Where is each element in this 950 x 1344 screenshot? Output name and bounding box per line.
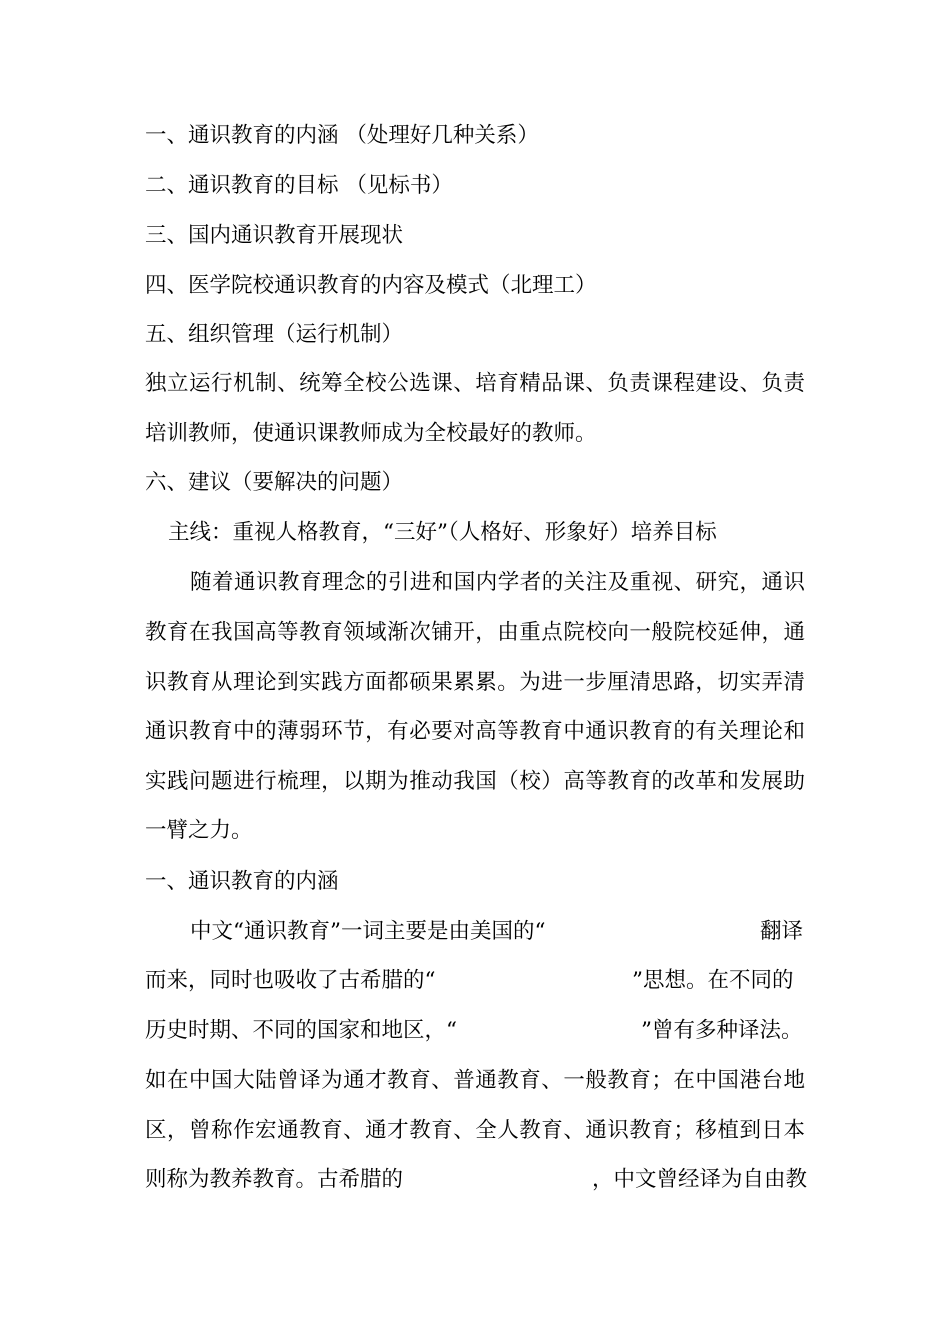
paragraph-line: 翻译 [760, 919, 804, 944]
paragraph-line: 识教育从理论到实践方面都硕果累累。为进一步厘清思路，切实弄清 [145, 670, 805, 695]
heading-1: 一、通识教育的内涵 （处理好几种关系） [145, 123, 539, 148]
paragraph-line: 实践问题进行梳理，以期为推动我国（校）高等教育的改革和发展助 [145, 769, 805, 794]
paragraph-line: 教育在我国高等教育领域渐次铺开，由重点院校向一般院校延伸，通 [145, 620, 805, 645]
paragraph-line: 随着通识教育理念的引进和国内学者的关注及重视、研究，通识 [190, 570, 805, 595]
paragraph-line: 区，曾称作宏通教育、通才教育、全人教育、通识教育；移植到日本 [145, 1118, 805, 1143]
heading-4: 四、医学院校通识教育的内容及模式（北理工） [145, 273, 597, 298]
paragraph-line: ”曾有多种译法。 [641, 1018, 803, 1043]
paragraph-line: 则称为教养教育。古希腊的 [145, 1167, 404, 1192]
heading-6: 六、建议（要解决的问题） [145, 470, 404, 495]
paragraph-line: 历史时期、不同的国家和地区，“ [145, 1018, 457, 1043]
paragraph-line: ”思想。在不同的 [632, 968, 794, 993]
paragraph-line: ，中文曾经译为自由教 [592, 1167, 808, 1192]
heading-2: 二、通识教育的目标 （见标书） [145, 173, 453, 198]
paragraph-line: 培训教师，使通识课教师成为全校最好的教师。 [145, 421, 597, 446]
paragraph-line: 一臂之力。 [145, 818, 253, 843]
paragraph-line: 通识教育中的薄弱环节，有必要对高等教育中通识教育的有关理论和 [145, 719, 805, 744]
main-line-text: 主线：重视人格教育，“三好”（人格好、形象好）培养目标 [168, 520, 717, 545]
heading-5: 五、组织管理（运行机制） [145, 322, 404, 347]
paragraph-line: 如在中国大陆曾译为通才教育、普通教育、一般教育；在中国港台地 [145, 1068, 805, 1093]
heading-3: 三、国内通识教育开展现状 [145, 223, 404, 248]
paragraph-line: 中文“通识教育”一词主要是由美国的“ [190, 919, 546, 944]
paragraph-line: 而来，同时也吸收了古希腊的“ [145, 968, 436, 993]
heading-7: 一、通识教育的内涵 [145, 869, 339, 894]
paragraph-line: 独立运行机制、统筹全校公选课、培育精品课、负责课程建设、负责 [145, 371, 805, 396]
